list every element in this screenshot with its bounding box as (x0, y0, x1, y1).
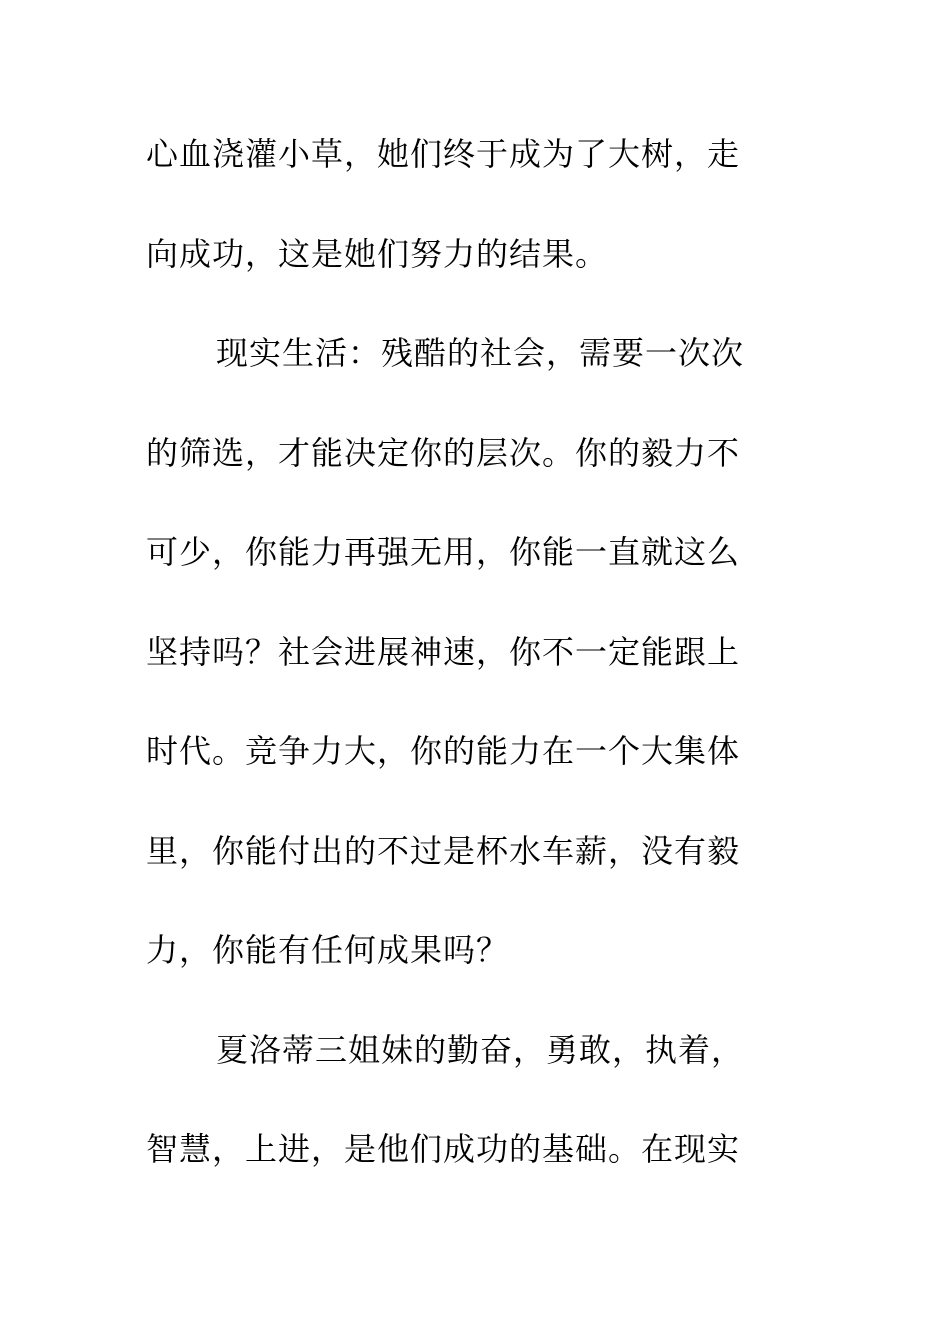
text-line: 向成功，这是她们努力的结果。 (146, 234, 609, 273)
paragraph-start-line: 现实生活：残酷的社会，需要一次次 (216, 334, 745, 372)
text-line: 里，你能付出的不过是杯水车薪，没有毅 (146, 831, 741, 870)
body-text (146, 124, 786, 1219)
text-line: 力，你能有任何成果吗？ (146, 931, 510, 969)
text-line: 可少，你能力再强无用，你能一直就这么 (146, 533, 741, 571)
text-line: 智慧，上进，是他们成功的基础。在现实 (146, 1130, 741, 1168)
paragraph-start-line: 夏洛蒂三姐妹的勤奋，勇敢，执着， (216, 1030, 745, 1069)
text-line: 时代。竞争力大，你的能力在一个大集体 (146, 732, 741, 770)
text-line: 坚持吗？社会进展神速，你不一定能跟上 (146, 632, 741, 671)
text-line: 心血浇灌小草，她们终于成为了大树，走 (146, 135, 741, 173)
text-line: 的筛选，才能决定你的层次。你的毅力不 (146, 433, 741, 472)
